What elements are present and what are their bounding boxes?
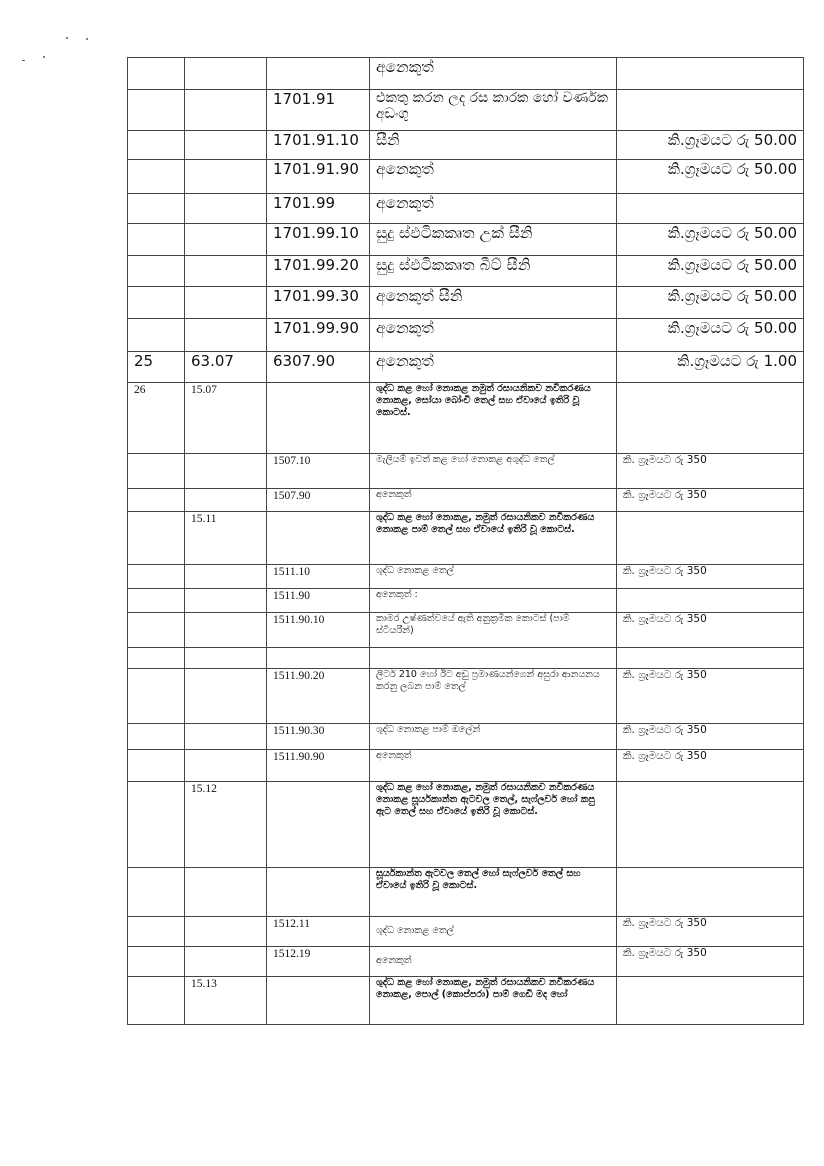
serial-cell bbox=[128, 58, 185, 90]
table-row bbox=[128, 131, 804, 160]
rate-cell: කි. ග්‍රෑමයට රු 350 bbox=[617, 724, 804, 750]
hs-code-cell: 1507.10 bbox=[267, 454, 370, 489]
serial-cell bbox=[128, 947, 185, 977]
rate-cell: කි.ග්‍රෑමයට රු 50.00 bbox=[617, 256, 804, 287]
rate-cell bbox=[617, 648, 804, 669]
rate-cell bbox=[617, 194, 804, 224]
description-cell: ශුද්ධ කළ හෝ නොකළ, නමුත් රසායනිකව නවීකරණය නොකළ, පොල් (කොප්පරා) පාම් ගෙඩි මද හෝ bbox=[370, 977, 617, 1025]
description-cell: අනෙකුත් bbox=[370, 352, 617, 383]
description-cell: අනෙකුත් : bbox=[370, 589, 617, 613]
description-cell: ශුද්ධ නොකළ තෙල් bbox=[370, 565, 617, 589]
heading-cell bbox=[185, 669, 267, 724]
hs-code-cell: 1701.91 bbox=[267, 90, 370, 131]
description-cell: අනෙකුත් bbox=[370, 160, 617, 194]
rate-cell: කි.ග්‍රෑමයට රු 50.00 bbox=[617, 224, 804, 256]
description-cell bbox=[370, 648, 617, 669]
rate-cell: කි. ග්‍රෑමයට රු 350 bbox=[617, 489, 804, 512]
serial-cell bbox=[128, 977, 185, 1025]
rate-cell bbox=[617, 589, 804, 613]
rate-cell: කි. ග්‍රෑමයට රු 350 bbox=[617, 917, 804, 947]
description-cell: අනෙකුත් bbox=[370, 750, 617, 782]
rate-cell bbox=[617, 58, 804, 90]
hs-code-cell bbox=[267, 782, 370, 868]
rate-cell: කි. ග්‍රෑමයට රු 350 bbox=[617, 750, 804, 782]
description-cell: ශුද්ධ නොකළ තෙල් bbox=[370, 917, 617, 947]
description-cell: අනෙකුත් bbox=[370, 489, 617, 512]
serial-cell bbox=[128, 319, 185, 352]
table-row bbox=[128, 648, 804, 669]
table-row bbox=[128, 868, 804, 917]
heading-cell bbox=[185, 58, 267, 90]
heading-cell: 63.07 bbox=[185, 352, 267, 383]
heading-cell bbox=[185, 90, 267, 131]
rate-cell: කි. ග්‍රෑමයට රු 350 bbox=[617, 454, 804, 489]
table-row bbox=[128, 750, 804, 782]
tariff-table bbox=[127, 57, 804, 1025]
serial-cell bbox=[128, 194, 185, 224]
table-row bbox=[128, 947, 804, 977]
hs-code-cell bbox=[267, 648, 370, 669]
serial-cell bbox=[128, 287, 185, 319]
table-row bbox=[128, 724, 804, 750]
table-row bbox=[128, 669, 804, 724]
table-row bbox=[128, 977, 804, 1025]
hs-code-cell: 1701.91.10 bbox=[267, 131, 370, 160]
heading-cell bbox=[185, 131, 267, 160]
table-row bbox=[128, 782, 804, 868]
serial-cell bbox=[128, 489, 185, 512]
description-cell: සුදු ස්ඵටිකකෘත උක් සීනි bbox=[370, 224, 617, 256]
hs-code-cell: 1701.99.30 bbox=[267, 287, 370, 319]
heading-cell: 15.11 bbox=[185, 512, 267, 565]
heading-cell bbox=[185, 648, 267, 669]
description-cell: ශුද්ධ නොකළ පාම් ඔලේන් bbox=[370, 724, 617, 750]
heading-cell bbox=[185, 565, 267, 589]
rate-cell bbox=[617, 977, 804, 1025]
heading-cell bbox=[185, 194, 267, 224]
heading-cell bbox=[185, 868, 267, 917]
hs-code-cell bbox=[267, 512, 370, 565]
table-row bbox=[128, 287, 804, 319]
hs-code-cell: 1511.10 bbox=[267, 565, 370, 589]
heading-cell bbox=[185, 454, 267, 489]
table-row bbox=[128, 352, 804, 383]
table-row bbox=[128, 58, 804, 90]
table-row bbox=[128, 489, 804, 512]
heading-cell bbox=[185, 256, 267, 287]
description-cell: කාමර උෂ්ණත්වයේ ඇති අනුක්‍රමික කොටස් (පාම් ස්ටියරීන්) bbox=[370, 613, 617, 648]
serial-cell bbox=[128, 589, 185, 613]
hs-code-cell: 1701.99 bbox=[267, 194, 370, 224]
serial-cell bbox=[128, 750, 185, 782]
description-cell: අනෙකුත් bbox=[370, 947, 617, 977]
hs-code-cell: 1701.91.90 bbox=[267, 160, 370, 194]
hs-code-cell: 1512.11 bbox=[267, 917, 370, 947]
hs-code-cell: 1511.90.20 bbox=[267, 669, 370, 724]
serial-cell bbox=[128, 648, 185, 669]
serial-cell bbox=[128, 256, 185, 287]
serial-cell bbox=[128, 160, 185, 194]
description-cell: සූර්යකාන්ත ඇටවල තෙල් හෝ සැෆ්ලවර් තෙල් සහ ඒවායේ ඉතිරි වූ කොටස්. bbox=[370, 868, 617, 917]
description-cell: ශුද්ධ කළ හෝ නොකළ, නමුත් රසායනිකව නවීකරණය නොකළ සූර්යකාන්ත ඇටවල තෙල්, සැෆ්ලවර් හෝ කපු ඇට තෙල් සහ ඒවායේ ඉතිරි වූ කොටස්. bbox=[370, 782, 617, 868]
heading-cell bbox=[185, 489, 267, 512]
hs-code-cell: 1507.90 bbox=[267, 489, 370, 512]
heading-cell bbox=[185, 917, 267, 947]
serial-cell bbox=[128, 512, 185, 565]
rate-cell: කි. ග්‍රෑමයට රු 350 bbox=[617, 613, 804, 648]
rate-cell: කි. ග්‍රෑමයට රු 350 bbox=[617, 947, 804, 977]
description-cell: ශුද්ධ කළ හෝ නොකළ, නමුත් රසායනිකව නවීකරණය නොකළ පාම් තෙල් සහ ඒවායේ ඉතිරි වූ කොටස්. bbox=[370, 512, 617, 565]
table-row bbox=[128, 917, 804, 947]
rate-cell: කි.ග්‍රෑමයට රු 50.00 bbox=[617, 131, 804, 160]
hs-code-cell: 1701.99.10 bbox=[267, 224, 370, 256]
serial-cell bbox=[128, 131, 185, 160]
scan-speck bbox=[43, 56, 45, 58]
description-cell: ලීටර් 210 හෝ ඊට අඩු ප්‍රමාණයන්ගෙන් අසුරා ආනයනය කරනු ලබන පාම් තෙල් bbox=[370, 669, 617, 724]
serial-cell bbox=[128, 90, 185, 131]
rate-cell: කි.ග්‍රෑමයට රු 50.00 bbox=[617, 160, 804, 194]
hs-code-cell: 1511.90.30 bbox=[267, 724, 370, 750]
hs-code-cell: 1511.90.90 bbox=[267, 750, 370, 782]
heading-cell bbox=[185, 750, 267, 782]
rate-cell bbox=[617, 782, 804, 868]
rate-cell: කි. ග්‍රෑමයට රු 350 bbox=[617, 669, 804, 724]
hs-code-cell bbox=[267, 977, 370, 1025]
heading-cell bbox=[185, 160, 267, 194]
description-cell: එකතු කරන ලද රස කාරක හෝ වර්ණක අඩංගු bbox=[370, 90, 617, 131]
heading-cell bbox=[185, 947, 267, 977]
heading-cell: 15.07 bbox=[185, 383, 267, 454]
description-cell: අනෙකුත් bbox=[370, 194, 617, 224]
rate-cell bbox=[617, 90, 804, 131]
hs-code-cell: 1512.19 bbox=[267, 947, 370, 977]
serial-cell: 26 bbox=[128, 383, 185, 454]
hs-code-cell: 1701.99.20 bbox=[267, 256, 370, 287]
rate-cell: කි. ග්‍රෑමයට රු 350 bbox=[617, 565, 804, 589]
table-row bbox=[128, 589, 804, 613]
table-row bbox=[128, 194, 804, 224]
heading-cell bbox=[185, 319, 267, 352]
serial-cell bbox=[128, 613, 185, 648]
scan-speck bbox=[86, 38, 88, 40]
table-row bbox=[128, 512, 804, 565]
rate-cell bbox=[617, 868, 804, 917]
serial-cell bbox=[128, 224, 185, 256]
serial-cell bbox=[128, 669, 185, 724]
hs-code-cell: 1511.90 bbox=[267, 589, 370, 613]
heading-cell: 15.12 bbox=[185, 782, 267, 868]
table-row bbox=[128, 383, 804, 454]
table-row bbox=[128, 224, 804, 256]
hs-code-cell: 1701.99.90 bbox=[267, 319, 370, 352]
heading-cell bbox=[185, 613, 267, 648]
description-cell: අනෙකුත් bbox=[370, 58, 617, 90]
serial-cell bbox=[128, 917, 185, 947]
description-cell: සුදු ස්ඵටිකකෘත බීට් සීනි bbox=[370, 256, 617, 287]
serial-cell bbox=[128, 724, 185, 750]
description-cell: අනෙකුත් bbox=[370, 319, 617, 352]
rate-cell bbox=[617, 512, 804, 565]
scan-speck bbox=[22, 60, 25, 61]
table-row bbox=[128, 565, 804, 589]
table-row bbox=[128, 160, 804, 194]
heading-cell: 15.13 bbox=[185, 977, 267, 1025]
table-row bbox=[128, 454, 804, 489]
hs-code-cell bbox=[267, 868, 370, 917]
heading-cell bbox=[185, 224, 267, 256]
hs-code-cell bbox=[267, 383, 370, 454]
hs-code-cell: 6307.90 bbox=[267, 352, 370, 383]
description-cell: අනෙකුත් සීනි bbox=[370, 287, 617, 319]
description-cell: ශුද්ධ කළ හෝ නොකළ නමුත් රසායනිකව නවීකරණය නොකළ, සෝයා බෝංචි තෙල් සහ ඒවායේ ඉතිරි වූ කොටස්. bbox=[370, 383, 617, 454]
heading-cell bbox=[185, 287, 267, 319]
serial-cell bbox=[128, 782, 185, 868]
serial-cell bbox=[128, 565, 185, 589]
rate-cell: කි.ග්‍රෑමයට රු 50.00 bbox=[617, 319, 804, 352]
hs-code-cell bbox=[267, 58, 370, 90]
heading-cell bbox=[185, 589, 267, 613]
table-row bbox=[128, 613, 804, 648]
rate-cell bbox=[617, 383, 804, 454]
table-row bbox=[128, 256, 804, 287]
table-row bbox=[128, 319, 804, 352]
hs-code-cell: 1511.90.10 bbox=[267, 613, 370, 648]
description-cell: සීනි bbox=[370, 131, 617, 160]
table-row bbox=[128, 90, 804, 131]
serial-cell bbox=[128, 454, 185, 489]
heading-cell bbox=[185, 724, 267, 750]
serial-cell bbox=[128, 868, 185, 917]
scan-speck bbox=[66, 37, 68, 39]
serial-cell: 25 bbox=[128, 352, 185, 383]
rate-cell: කි.ග්‍රෑමයට රු 1.00 bbox=[617, 352, 804, 383]
description-cell: මැලියම් ඉවත් කළ හෝ නොකළ අශුද්ධ තෙල් bbox=[370, 454, 617, 489]
rate-cell: කි.ග්‍රෑමයට රු 50.00 bbox=[617, 287, 804, 319]
